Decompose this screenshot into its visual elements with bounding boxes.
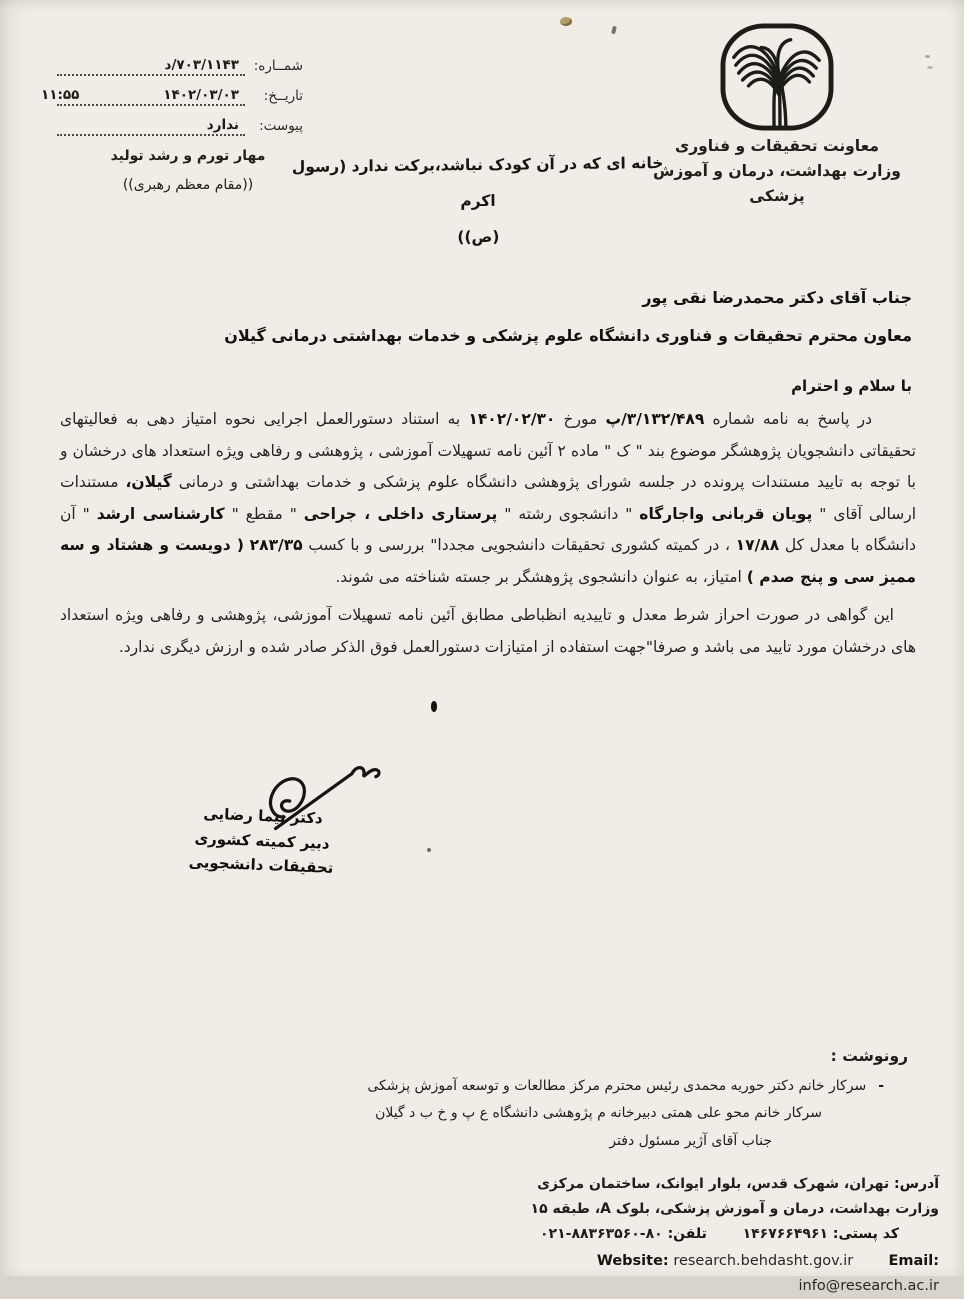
body-text: " مقطع " [224, 504, 304, 523]
ref-letter-date: ۱۴۰۲/۰۲/۳۰ [468, 410, 556, 428]
scan-speck [611, 26, 617, 35]
letter-number-dotted-line [57, 50, 245, 76]
footer-address-line2: وزارت بهداشت، درمان و آموزش پزشکی، بلوک A، طبقه ۱۵ [530, 1201, 939, 1217]
body-text: به استناد دستورالعمل اجرایی نحوه امتیاز دهی به فعالیتهای تحقیقاتی دانشجویان پژوهشگر موضوع بند " ک " ماده ۲ آئین نامه تسهیلات آموزشی ، پژوهشی و رفاهی ویژه استعداد های درخشان و با توجه به تایید مستندات پرونده در جلسه شورای پژوهشی دانشگاه علوم پزشکی و خدمات بهداشتی و درمانی [60, 410, 917, 491]
study-field: پرستاری داخلی ، جراحی [303, 504, 498, 523]
body-paragraph-1 [60, 404, 916, 593]
letter-attachment-dotted-line [57, 110, 245, 136]
letter-attachment-row [55, 106, 303, 136]
gpa-value: ۱۷/۸۸ [735, 536, 780, 554]
signatory-name: دکتر نیما رضایی [203, 804, 324, 828]
score-in-words: ( دویست و هشتاد و سه ممیز سی و پنج صدم ) [60, 536, 916, 586]
body-text: مستندات ارسالی آقای " [60, 473, 917, 523]
score-value: ۲۸۳/۳۵ [249, 536, 303, 554]
scan-speck [925, 55, 930, 58]
slogan-attribution: ((مقام معظم رهبری)) [122, 177, 254, 193]
letter-attachment-value: ندارد [206, 117, 239, 133]
letter-date-dotted-line [41, 80, 245, 106]
phone-value: ۸۰-۸۸۳۶۳۵۶۰-۰۲۱ [539, 1226, 663, 1242]
footer-postal-phone-line [479, 1222, 899, 1247]
cc-item-text: جناب آقای آژیر مسئول دفتر [609, 1132, 772, 1149]
footer-contact-block [479, 1172, 939, 1299]
degree-level: کارشناسی ارشد [96, 504, 225, 523]
letter-date-label: تاریــخ: [263, 88, 303, 104]
cc-item-text: سرکار خانم دکتر حوریه محمدی رئیس محترم مرکز مطالعات و توسعه آموزش پزشکی [367, 1077, 867, 1094]
website-value: research.behdasht.gov.ir [673, 1253, 854, 1269]
ink-dot-artifact [431, 701, 437, 712]
letterhead [652, 22, 902, 209]
letter-meta-block [41, 46, 303, 136]
letter-number-value: ۷۰۳/۱۱۴۳/د [164, 57, 239, 73]
hadith-quote [287, 145, 668, 257]
ministry-logo-tree-icon [652, 22, 902, 134]
year-slogan [78, 142, 298, 200]
cc-section [367, 1043, 908, 1155]
letter-number-row [55, 46, 303, 76]
university-province: گیلان، [125, 473, 172, 491]
postal-code-value: ۱۴۶۷۶۶۴۹۶۱ [742, 1226, 829, 1242]
hadith-quote-line2: (ص)) [457, 227, 500, 247]
letter-number-label: شمــاره: [253, 58, 303, 74]
recipient-block [224, 279, 912, 355]
scan-speck [427, 848, 431, 852]
ref-letter-number: ۳/۱۳۲/۴۸۹/پ [605, 410, 705, 428]
address-label: آدرس: [894, 1176, 939, 1192]
org-ministry-name: وزارت بهداشت، درمان و آموزش پزشکی [653, 162, 901, 205]
recipient-title: معاون محترم تحقیقات و فناوری دانشگاه علوم پزشکی و خدمات بهداشتی درمانی گیلان [224, 326, 912, 345]
recipient-name: جناب آقای دکتر محمدرضا نقی پور [642, 288, 912, 307]
address-value-line1: تهران، شهرک قدس، بلوار ایوانک، ساختمان مرکزی [537, 1176, 890, 1192]
body-text: " آن دانشگاه با معدل کل [60, 504, 916, 554]
cc-item [367, 1073, 884, 1101]
org-deputy-name: معاونت تحقیقات و فناوری [675, 137, 879, 155]
letter-date-row [41, 76, 303, 106]
email-value: info@research.ac.ir [798, 1278, 939, 1294]
signature-block [136, 753, 391, 883]
scan-speck [560, 17, 572, 26]
salutation: با سلام و احترام [791, 377, 912, 395]
hadith-quote-line1: خانه ای که در آن کودک نباشد،برکت ندارد (رسول اکرم [291, 154, 664, 211]
letter-attachment-label: پیوست: [259, 118, 303, 134]
body-text: در پاسخ به نامه شماره [704, 410, 872, 428]
signatory-title-line2: تحقیقات دانشجویی [188, 852, 334, 877]
footer-address-line1 [479, 1172, 939, 1197]
signatory-title-line1: دبیر کمیته کشوری [194, 828, 330, 853]
student-name: پویان قربانی واجارگاه [639, 504, 813, 523]
cc-item [367, 1100, 822, 1128]
scan-speck [927, 66, 933, 69]
website-label: Website: [596, 1253, 669, 1269]
body-text: ، در کمیته کشوری تحقیقات دانشجویی مجددا" بررسی و با کسب [302, 536, 736, 554]
letter-date-value: ۱۴۰۲/۰۳/۰۳ [163, 87, 239, 103]
body-text: " دانشجوی رشته " [497, 504, 640, 523]
body-paragraph-2: این گواهی در صورت احراز شرط معدل و تاییدیه انظباطی مطابق آئین نامه تسهیلات آموزشی، پژوهشی و رفاهی ویژه استعداد های درخشان مورد تایید می باشد و صرفا"جهت استفاده از امتیازات دستورالعمل فوق الذکر صادر شده و ارزش دیگری ندارد. [60, 606, 916, 656]
slogan-text: مهار تورم و رشد تولید [110, 148, 266, 164]
cc-item [367, 1128, 772, 1156]
cc-item-text: سرکار خانم محو علی همتی دبیرخانه م پژوهشی دانشگاه ع پ و خ ب د گیلان [375, 1105, 822, 1121]
phone-label: تلفن: [667, 1226, 707, 1242]
footer-web-line [479, 1249, 939, 1299]
body-text: مورخ [555, 410, 606, 428]
cc-dash: - [878, 1077, 884, 1094]
body-text: امتیاز، به عنوان دانشجوی پژوهشگر بر جسته شناخته می شوند. [335, 567, 747, 586]
letter-time-value: ۱۱:۵۵ [41, 87, 80, 103]
email-label: Email: [888, 1253, 939, 1269]
postal-code-label: کد پستی: [832, 1226, 899, 1242]
cc-label: رونوشت : [830, 1047, 908, 1065]
